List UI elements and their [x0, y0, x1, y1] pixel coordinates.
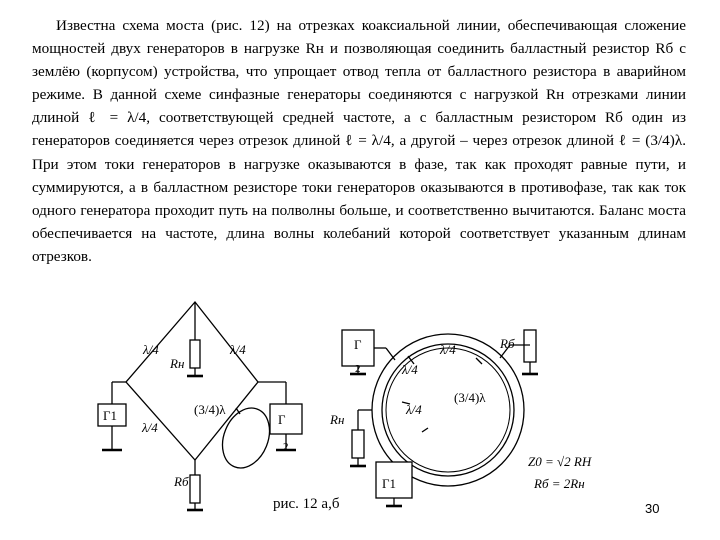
- generator-1-label-b: Г1: [382, 476, 397, 491]
- ballast-label-b: Rб: [500, 336, 515, 351]
- lambda-label-a-top-left: λ/4: [143, 342, 159, 357]
- generator-2-box: [270, 404, 302, 434]
- generator-2-label-b: Г: [354, 337, 362, 352]
- three-quarter-label-b: (3/4)λ: [454, 390, 486, 405]
- three-quarter-label-a: (3/4)λ: [194, 402, 226, 417]
- load-resistor-a: [190, 340, 200, 368]
- lambda-label-b-inner-mid: λ/4: [406, 402, 422, 417]
- generator-2-label-a: Г: [278, 412, 286, 427]
- rb-formula: Rб = 2Rн: [534, 476, 585, 491]
- load-label-b: Rн: [330, 412, 345, 427]
- generator-2-sub-b: 2: [355, 363, 361, 375]
- ballast-resistor-b: [524, 330, 536, 362]
- ballast-label-a: Rб: [174, 474, 189, 489]
- z0-formula: Z0 = √2 RН: [528, 454, 592, 469]
- ballast-resistor-a: [190, 475, 200, 503]
- lambda-label-a-top-right: λ/4: [230, 342, 246, 357]
- lambda-label-b-inner-top: λ/4: [402, 362, 418, 377]
- generator-1-label-a: Г1: [103, 408, 118, 423]
- generator-2-sub-a: 2: [283, 441, 289, 453]
- load-label-a: Rн: [170, 356, 185, 371]
- lambda-label-a-bottom-left: λ/4: [142, 420, 158, 435]
- page-number: 30: [645, 501, 660, 516]
- paragraph: Известна схема моста (рис. 12) на отрезках коаксиальной линии, обеспечивающая сложение мощностей двух генераторов в нагрузке Rн и позволяющая соединить балластный резистор Rб с землёю (корпусом) устройства, что упрощает отвод тепла от балластного резистора в аварийном режиме. В данной схеме синфазные генераторы соединяются с нагрузкой Rн отрезками линии длиной ℓ = λ/4, соответствующей средней частоте, а с балластным резистором Rб один из генераторов соединяется через отрезок длиной ℓ = λ/4, а другой – через отрезок длиной ℓ = (3/4)λ. При этом токи генераторов в нагрузке оказываются в фазе, так как проходят равные пути, и суммируются, а в балластном резисторе токи генераторов оказываются в противофазе, так как ток одного генератора проходит путь на полволны больше, и соответственно вычитаются. Баланс моста обеспечивается на частоте, длина волны колебаний которой соответствует указанным длинам отрезков.: [32, 17, 686, 265]
- load-resistor-b: [352, 430, 364, 458]
- bridge-diamond: [126, 302, 258, 460]
- lambda-label-b-top: λ/4: [440, 342, 456, 357]
- figure-caption: рис. 12 а,б: [273, 496, 340, 512]
